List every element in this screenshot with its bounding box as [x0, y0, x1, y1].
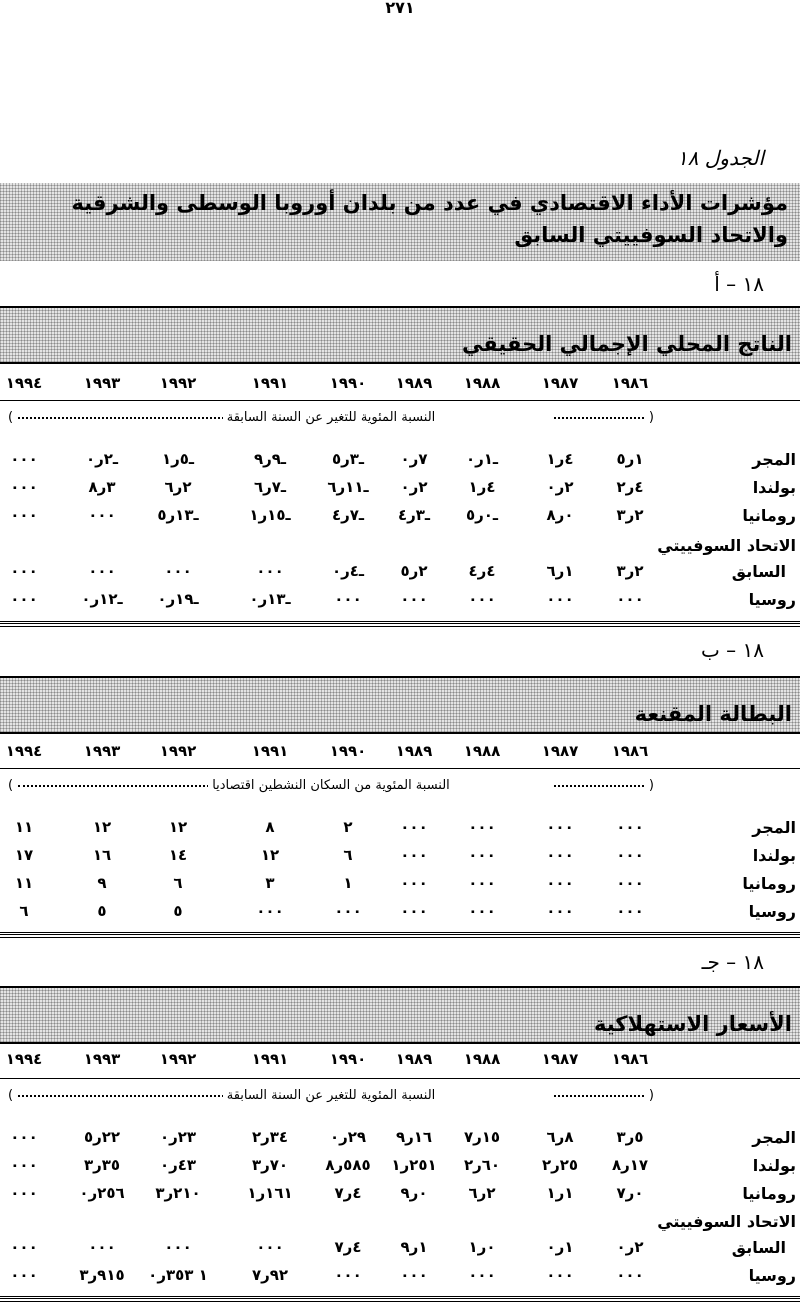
table-cell: ١٤ [168, 846, 188, 864]
table-cell: ـ٧ر٤ [331, 506, 365, 524]
table-cell: ٢ر٦ [164, 478, 192, 496]
paren-open: ( [648, 1088, 654, 1103]
table-cell: ٢ر٠ [546, 478, 574, 496]
year-header: ١٩٨٩ [395, 742, 433, 760]
year-header: ١٩٨٨ [463, 1050, 501, 1068]
year-header: ١٩٩٠ [329, 742, 367, 760]
country-label: المجر [752, 818, 796, 837]
table-cell: ١١ [14, 874, 34, 892]
table-cell: ٠٠٠ [400, 874, 428, 892]
table-cell: ٠٠٠ [164, 1238, 192, 1256]
table-cell: ـ٩ر٩ [253, 450, 287, 468]
country-label: روسيا [748, 590, 796, 609]
table-cell: ١٢ [168, 818, 188, 836]
table-cell: ٠٠٠ [334, 590, 362, 608]
table-cell: ـ٧ر٦ [253, 478, 287, 496]
year-header: ١٩٩٤ [5, 374, 43, 392]
table-cell: ٠٠٠ [400, 902, 428, 920]
table-cell: ٠٠٠ [546, 874, 574, 892]
table-cell: ٢٥٦ر٠ [79, 1184, 125, 1202]
table-cell: ٠٠٠ [616, 1266, 644, 1284]
table-cell: ٠٠٠ [616, 590, 644, 608]
table-cell: ٣٥ر٣ [83, 1156, 121, 1174]
table-cell: ٦٠ر٢ [463, 1156, 501, 1174]
table-cell: ١ ٣٥٣ر٠ [148, 1266, 208, 1284]
year-header: ١٩٨٧ [541, 742, 579, 760]
table-cell: ١٥ر٧ [463, 1128, 501, 1146]
table-cell: ٩٢ر٧ [251, 1266, 289, 1284]
year-header: ١٩٩٤ [5, 742, 43, 760]
table-cell: ١٦ر٩ [395, 1128, 433, 1146]
table-row [0, 1238, 800, 1262]
table-cell: ٠٠٠ [334, 902, 362, 920]
table-cell: ١٦ [92, 846, 112, 864]
table-row [0, 1266, 800, 1290]
table-cell: ٠٠٠ [10, 1156, 38, 1174]
table-cell: ٠٠٠ [88, 562, 116, 580]
table-cell: ٠٠٠ [546, 590, 574, 608]
divider [0, 768, 800, 769]
year-header: ١٩٩٠ [329, 1050, 367, 1068]
table-cell: ٢ر٦ [468, 1184, 496, 1202]
table-title-line-1: مؤشرات الأداء الاقتصادي في عدد من بلدان أوروبا الوسطى والشرقية [71, 191, 788, 215]
table-cell: ١ر٠ [546, 1238, 574, 1256]
table-cell: ٢٥١ر١ [391, 1156, 437, 1174]
table-cell: ٥٨٥ر٨ [325, 1156, 371, 1174]
table-cell: ٣ر٨ [88, 478, 116, 496]
table-row [0, 846, 800, 870]
table-caption: الجدول ١٨ [676, 146, 764, 170]
year-header: ١٩٨٧ [541, 374, 579, 392]
country-label: الاتحاد السوفييتي [657, 536, 796, 555]
table-row [0, 1212, 800, 1236]
unit-note [8, 778, 654, 796]
table-cell: ٧ر٠ [400, 450, 428, 468]
country-label: السابق [731, 1238, 786, 1257]
table-row [0, 506, 800, 530]
country-label: روسيا [748, 902, 796, 921]
table-row [0, 478, 800, 502]
dotted-leader [554, 417, 644, 419]
divider [0, 400, 800, 401]
paren-close: ) [8, 410, 14, 425]
section-title-band [0, 986, 800, 1044]
table-cell: ٤ر٧ [334, 1184, 362, 1202]
divider [0, 1078, 800, 1079]
table-cell: ١١ [14, 818, 34, 836]
country-label: رومانيا [742, 874, 796, 893]
table-cell: ١٧ر٨ [611, 1156, 649, 1174]
table-cell: ٠٠٠ [88, 506, 116, 524]
table-cell: ٠٠٠ [616, 846, 644, 864]
table-cell: ٠٠٠ [400, 846, 428, 864]
table-cell: ٠ر٨ [546, 506, 574, 524]
table-cell: ٩١٥ر٣ [79, 1266, 125, 1284]
year-header: ١٩٩٢ [159, 374, 197, 392]
table-cell: ٠٠٠ [10, 562, 38, 580]
table-cell: ٥ [97, 902, 107, 920]
year-header: ١٩٩٣ [83, 1050, 121, 1068]
table-cell: ٠٠٠ [164, 562, 192, 580]
section-title: الناتج المحلي الإجمالي الحقيقي [462, 332, 792, 356]
table-cell: ـ١١ر٦ [327, 478, 369, 496]
year-header: ١٩٩٢ [159, 1050, 197, 1068]
table-cell: ٣ [265, 874, 275, 892]
paren-open: ( [648, 778, 654, 793]
table-cell: ٠٠٠ [400, 818, 428, 836]
table-cell: ٠٠٠ [256, 902, 284, 920]
table-cell: ـ٢ر٠ [85, 450, 119, 468]
table-cell: ٠٠٠ [10, 450, 38, 468]
table-cell: ٦ [343, 846, 353, 864]
table-cell: ـ٣ر٤ [397, 506, 431, 524]
table-cell: ٧٠ر٣ [251, 1156, 289, 1174]
year-header: ١٩٨٩ [395, 374, 433, 392]
country-label: بولندا [752, 1156, 796, 1175]
table-cell: ٠ر١ [468, 1238, 496, 1256]
table-cell: ٠٠٠ [468, 590, 496, 608]
table-cell: ١٦١ر١ [247, 1184, 293, 1202]
table-cell: ١٧ [14, 846, 34, 864]
country-label: الاتحاد السوفييتي [657, 1212, 796, 1231]
table-cell: ٢٥ر٢ [541, 1156, 579, 1174]
year-header: ١٩٩١ [251, 374, 289, 392]
country-label: بولندا [752, 846, 796, 865]
country-label: المجر [752, 1128, 796, 1147]
table-cell: ١٢ [92, 818, 112, 836]
table-cell: ٦ [19, 902, 29, 920]
table-cell: ٠٠٠ [10, 590, 38, 608]
section-title-band [0, 676, 800, 734]
table-cell: ٢ر٣ [616, 506, 644, 524]
section-bottom-rule [0, 932, 800, 938]
table-cell: ٠٠٠ [546, 1266, 574, 1284]
table-cell: ٠٠٠ [334, 1266, 362, 1284]
table-cell: ٠٠٠ [400, 1266, 428, 1284]
table-cell: ٠٠٠ [256, 562, 284, 580]
year-header-row [0, 742, 800, 764]
table-cell: ٠٠٠ [256, 1238, 284, 1256]
section-bottom-rule [0, 1296, 800, 1302]
year-header: ١٩٨٨ [463, 742, 501, 760]
section-label: ١٨ – جـ [701, 950, 764, 974]
table-cell: ٤ر٤ [468, 562, 496, 580]
table-cell: ٥ [173, 902, 183, 920]
table-cell: ٥ر٣ [616, 1128, 644, 1146]
table-row [0, 590, 800, 614]
table-cell: ٠٠٠ [616, 818, 644, 836]
table-cell: ـ٤ر٠ [331, 562, 365, 580]
table-row [0, 562, 800, 586]
table-cell: ١٢ [260, 846, 280, 864]
country-label: السابق [731, 562, 786, 581]
table-cell: ٤ر٧ [334, 1238, 362, 1256]
table-row [0, 874, 800, 898]
table-cell: ١ر٦ [546, 562, 574, 580]
year-header: ١٩٩٣ [83, 742, 121, 760]
table-cell: ـ٣ر٥ [331, 450, 365, 468]
table-cell: ٠٠٠ [468, 902, 496, 920]
paren-close: ) [8, 778, 14, 793]
table-cell: ٤ر١ [468, 478, 496, 496]
table-title-line-2: والاتحاد السوفييتي السابق [514, 223, 788, 247]
year-header: ١٩٩١ [251, 1050, 289, 1068]
table-cell: ٠٠٠ [10, 1266, 38, 1284]
year-header: ١٩٩٢ [159, 742, 197, 760]
table-cell: ٠٠٠ [10, 478, 38, 496]
table-cell: ٠٠٠ [616, 874, 644, 892]
section-title: البطالة المقنعة [634, 702, 792, 726]
country-label: المجر [752, 450, 796, 469]
paren-close: ) [8, 1088, 14, 1103]
section-title-band [0, 306, 800, 364]
table-cell: ـ١٩ر٠ [157, 590, 199, 608]
table-cell: ٠٠٠ [546, 902, 574, 920]
table-row [0, 536, 800, 560]
section-bottom-rule [0, 621, 800, 627]
table-cell: ٢ر٥ [400, 562, 428, 580]
section-title: الأسعار الاستهلاكية [593, 1012, 792, 1036]
country-label: بولندا [752, 478, 796, 497]
unit-text: النسبة المئوية للتغير عن السنة السابقة [223, 1088, 440, 1103]
table-cell: ٠ر٧ [616, 1184, 644, 1202]
table-cell: ٨ [265, 818, 275, 836]
country-label: روسيا [748, 1266, 796, 1285]
year-header: ١٩٩١ [251, 742, 289, 760]
table-title-band [0, 183, 800, 261]
table-row [0, 450, 800, 474]
table-cell: ٠٠٠ [10, 1128, 38, 1146]
paren-open: ( [648, 410, 654, 425]
table-cell: ـ١٥ر١ [249, 506, 291, 524]
table-cell: ٩ [97, 874, 107, 892]
table-cell: ١ [343, 874, 353, 892]
table-cell: ٤ر٢ [616, 478, 644, 496]
table-cell: ٨ر٦ [546, 1128, 574, 1146]
table-cell: ٠٠٠ [546, 846, 574, 864]
table-cell: ـ١٣ر٥ [157, 506, 199, 524]
table-cell: ٤٣ر٠ [159, 1156, 197, 1174]
year-header: ١٩٨٦ [611, 1050, 649, 1068]
country-label: رومانيا [742, 1184, 796, 1203]
table-cell: ـ٠ر٥ [465, 506, 499, 524]
year-header: ١٩٨٦ [611, 374, 649, 392]
table-cell: ٢ر٠ [400, 478, 428, 496]
year-header: ١٩٨٦ [611, 742, 649, 760]
unit-text: النسبة المئوية للتغير عن السنة السابقة [223, 410, 440, 425]
dotted-leader [18, 417, 228, 419]
table-cell: ٠٠٠ [400, 590, 428, 608]
year-header-row [0, 374, 800, 396]
table-cell: ٣٤ر٢ [251, 1128, 289, 1146]
table-cell: ٢١٠ر٣ [155, 1184, 201, 1202]
table-cell: ٠٠٠ [468, 874, 496, 892]
dotted-leader [554, 785, 644, 787]
year-header: ١٩٨٨ [463, 374, 501, 392]
unit-text: النسبة المئوية من السكان النشطين اقتصاديا [208, 778, 454, 793]
table-row [0, 1156, 800, 1180]
year-header: ١٩٩٣ [83, 374, 121, 392]
table-row [0, 902, 800, 926]
year-header-row [0, 1050, 800, 1072]
dotted-leader [18, 1095, 228, 1097]
section-label: ١٨ – ب [700, 638, 764, 662]
table-cell: ٠ر٩ [400, 1184, 428, 1202]
table-cell: ٦ [173, 874, 183, 892]
table-cell: ـ٥ر١ [161, 450, 195, 468]
year-header: ١٩٨٧ [541, 1050, 579, 1068]
page-number: ٢٧١ [385, 0, 415, 17]
table-cell: ـ١٣ر٠ [249, 590, 291, 608]
table-cell: ٢ر٣ [616, 562, 644, 580]
year-header: ١٩٨٩ [395, 1050, 433, 1068]
table-cell: ٢٢ر٥ [83, 1128, 121, 1146]
table-cell: ٢٣ر٠ [159, 1128, 197, 1146]
year-header: ١٩٩٤ [5, 1050, 43, 1068]
table-cell: ٠٠٠ [468, 1266, 496, 1284]
country-label: رومانيا [742, 506, 796, 525]
table-row [0, 818, 800, 842]
table-cell: ٠٠٠ [616, 902, 644, 920]
table-cell: ـ١ر٠ [465, 450, 499, 468]
table-cell: ٠٠٠ [10, 506, 38, 524]
table-cell: ٠٠٠ [10, 1184, 38, 1202]
unit-note [8, 410, 654, 428]
table-cell: ١ر٩ [400, 1238, 428, 1256]
table-row [0, 1128, 800, 1152]
dotted-leader [554, 1095, 644, 1097]
table-cell: ٢ [343, 818, 353, 836]
table-cell: ٠٠٠ [468, 846, 496, 864]
table-cell: ٠٠٠ [468, 818, 496, 836]
table-cell: ٢ر٠ [616, 1238, 644, 1256]
table-cell: ١ر١ [546, 1184, 574, 1202]
table-cell: ١ر٥ [616, 450, 644, 468]
table-cell: ٠٠٠ [10, 1238, 38, 1256]
year-header: ١٩٩٠ [329, 374, 367, 392]
table-cell: ـ١٢ر٠ [81, 590, 123, 608]
table-row [0, 1184, 800, 1208]
table-cell: ٠٠٠ [546, 818, 574, 836]
table-cell: ٠٠٠ [88, 1238, 116, 1256]
section-label: ١٨ – أ [714, 272, 764, 296]
table-cell: ٤ر١ [546, 450, 574, 468]
table-cell: ٢٩ر٠ [329, 1128, 367, 1146]
unit-note [8, 1088, 654, 1106]
